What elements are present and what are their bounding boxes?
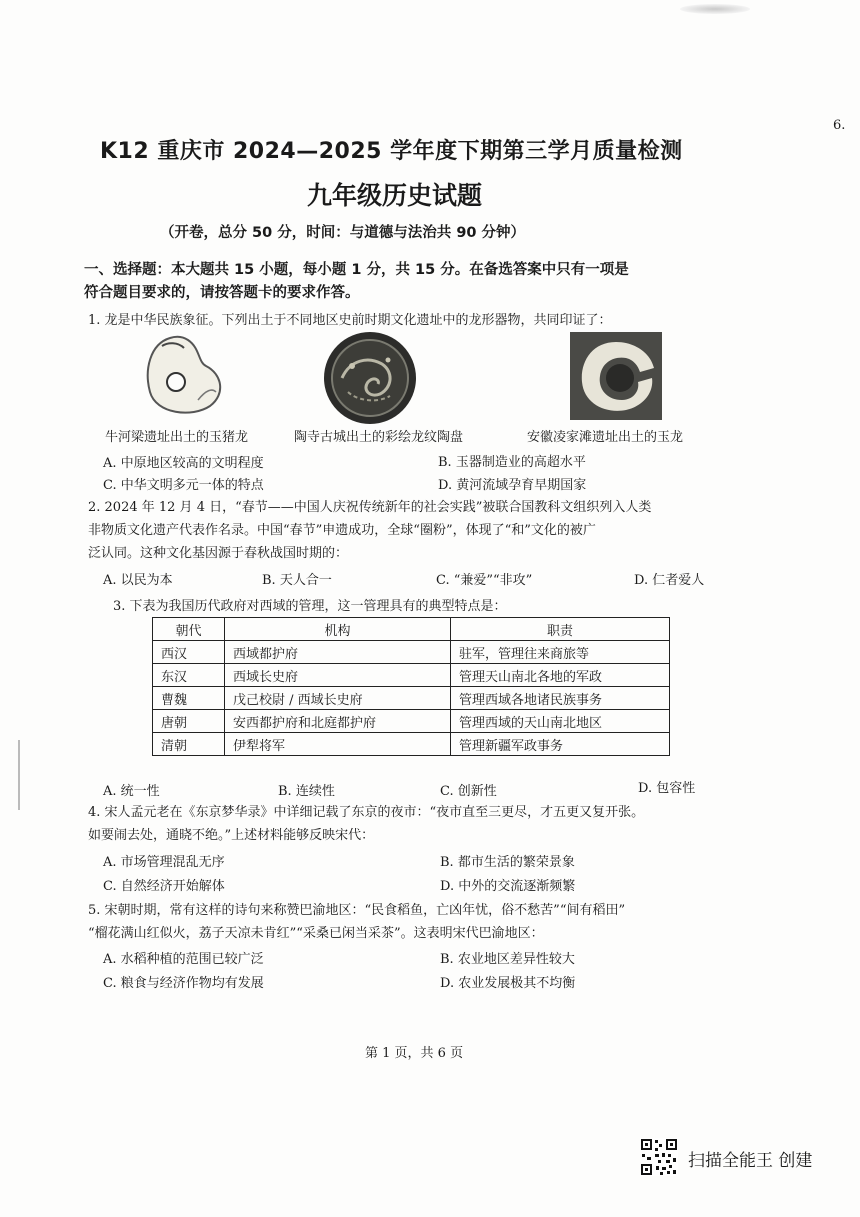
q5-option-d: D. 农业发展极其不均衡 bbox=[440, 976, 576, 991]
q1-caption-3: 安徽凌家滩遗址出土的玉龙 bbox=[527, 430, 684, 445]
table-row bbox=[153, 687, 670, 710]
q1-option-b: B. 玉器制造业的高超水平 bbox=[438, 455, 586, 470]
q3-table bbox=[152, 617, 670, 756]
scanner-watermark: 扫描全能王 创建 bbox=[688, 1151, 813, 1171]
exam-info: （开卷，总分 50 分，时间：与道德与法治共 90 分钟） bbox=[160, 225, 526, 241]
table-cell: 曹魏 bbox=[153, 687, 225, 710]
corner-number: 6. bbox=[833, 118, 846, 133]
q4-option-a: A. 市场管理混乱无序 bbox=[103, 855, 225, 870]
q1-option-d: D. 黄河流域孕育早期国家 bbox=[438, 478, 587, 493]
table-header-institution: 机构 bbox=[225, 618, 451, 641]
table-row bbox=[153, 710, 670, 733]
table-cell: 管理西域的天山南北地区 bbox=[451, 710, 670, 733]
jade-pig-dragon-image bbox=[140, 330, 230, 420]
q3-stem: 3. 下表为我国历代政府对西域的管理，这一管理具有的典型特点是： bbox=[113, 599, 507, 614]
q5-line1: 5. 宋朝时期，常有这样的诗句来称赞巴渝地区：“民食稻鱼，亡凶年忧，俗不愁苦”“间有稻田” bbox=[88, 903, 626, 918]
table-cell: 西域都护府 bbox=[225, 641, 451, 664]
q1-caption-2: 陶寺古城出土的彩绘龙纹陶盘 bbox=[294, 430, 464, 445]
q5-option-b: B. 农业地区差异性较大 bbox=[440, 952, 575, 967]
q5-option-c: C. 粮食与经济作物均有发展 bbox=[103, 976, 264, 991]
q1-caption-1: 牛河梁遗址出土的玉猪龙 bbox=[105, 430, 249, 445]
table-cell: 驻军，管理往来商旅等 bbox=[451, 641, 670, 664]
q2-option-a: A. 以民为本 bbox=[103, 573, 173, 588]
q3-option-a: A. 统一性 bbox=[103, 784, 160, 799]
table-cell: 管理西域各地诸民族事务 bbox=[451, 687, 670, 710]
painted-dragon-plate-image bbox=[322, 330, 418, 426]
table-cell: 伊犁将军 bbox=[225, 733, 451, 756]
q3-option-b: B. 连续性 bbox=[278, 784, 335, 799]
q2-line1: 2. 2024 年 12 月 4 日，“春节——中国人庆祝传统新年的社会实践”被联合国教科文组织列入人类 bbox=[88, 500, 652, 515]
q4-line1: 4. 宋人孟元老在《东京梦华录》中详细记载了东京的夜市：“夜市直至三更尽，才五更又复开张。 bbox=[88, 805, 645, 820]
q5-line2: “榴花满山红似火，荔子天凉未肯红”“采桑已闲当采茶”。这表明宋代巴渝地区： bbox=[88, 926, 544, 941]
table-row bbox=[153, 664, 670, 687]
section-heading-line2: 符合题目要求的，请按答题卡的要求作答。 bbox=[84, 285, 360, 301]
q1-option-a: A. 中原地区较高的文明程度 bbox=[103, 456, 264, 471]
qr-code-icon bbox=[640, 1138, 678, 1176]
page-footer: 第 1 页，共 6 页 bbox=[365, 1046, 464, 1061]
table-cell: 唐朝 bbox=[153, 710, 225, 733]
q4-option-c: C. 自然经济开始解体 bbox=[103, 879, 225, 894]
table-row bbox=[153, 641, 670, 664]
table-cell: 东汉 bbox=[153, 664, 225, 687]
exam-subject-title: 九年级历史试题 bbox=[307, 181, 483, 210]
table-cell: 管理新疆军政事务 bbox=[451, 733, 670, 756]
table-header-dynasty: 朝代 bbox=[153, 618, 225, 641]
q4-option-d: D. 中外的交流逐渐频繁 bbox=[440, 879, 576, 894]
q2-option-d: D. 仁者爱人 bbox=[634, 573, 705, 588]
q3-option-c: C. 创新性 bbox=[440, 784, 497, 799]
q5-option-a: A. 水稻种植的范围已较广泛 bbox=[103, 952, 264, 967]
table-cell: 戊己校尉 / 西域长史府 bbox=[225, 687, 451, 710]
q1-option-c: C. 中华文明多元一体的特点 bbox=[103, 478, 264, 493]
q3-option-d: D. 包容性 bbox=[638, 781, 696, 796]
exam-title: K12 重庆市 2024—2025 学年度下期第三学月质量检测 bbox=[100, 139, 683, 164]
section-heading-line1: 一、选择题：本大题共 15 小题，每小题 1 分，共 15 分。在备选答案中只有一项是 bbox=[84, 262, 629, 278]
q1-stem: 1. 龙是中华民族象征。下列出土于不同地区史前时期文化遗址中的龙形器物，共同印证了： bbox=[88, 313, 612, 328]
table-cell: 西域长史府 bbox=[225, 664, 451, 687]
scan-smudge bbox=[680, 4, 750, 14]
q2-option-c: C. “兼爱”“非攻” bbox=[436, 573, 533, 588]
scan-artifact-line bbox=[18, 740, 20, 810]
q2-line2: 非物质文化遗产代表作名录。中国“春节”申遗成功，全球“圈粉”，体现了“和”文化的被广 bbox=[88, 523, 596, 538]
table-row bbox=[153, 733, 670, 756]
q4-option-b: B. 都市生活的繁荣景象 bbox=[440, 855, 575, 870]
table-cell: 安西都护府和北庭都护府 bbox=[225, 710, 451, 733]
table-cell: 管理天山南北各地的军政 bbox=[451, 664, 670, 687]
jade-dragon-image bbox=[570, 332, 662, 420]
q2-line3: 泛认同。这种文化基因源于春秋战国时期的： bbox=[88, 546, 349, 561]
table-cell: 西汉 bbox=[153, 641, 225, 664]
table-cell: 清朝 bbox=[153, 733, 225, 756]
table-header-row bbox=[153, 618, 670, 641]
table-header-duty: 职责 bbox=[451, 618, 670, 641]
q4-line2: 如要闹去处，通晓不绝。”上述材料能够反映宋代： bbox=[88, 828, 375, 843]
q2-option-b: B. 天人合一 bbox=[262, 573, 332, 588]
